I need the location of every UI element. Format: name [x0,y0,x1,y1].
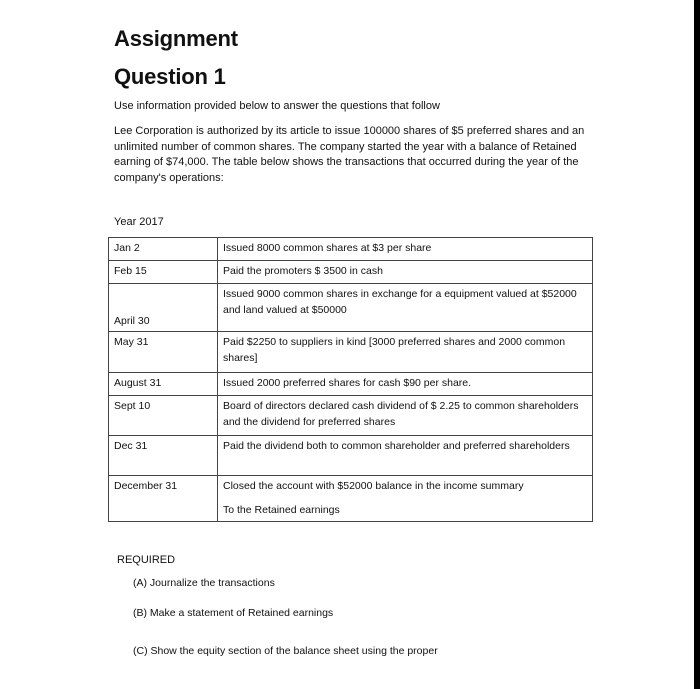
required-item-b: (B) Make a statement of Retained earnings [133,607,334,619]
transaction-description: Paid the promoters $ 3500 in cash [218,261,593,284]
transaction-date: Dec 31 [109,436,218,476]
table-row [109,238,593,261]
instruction-text: Use information provided below to answer the questions that follow [114,100,440,112]
table-row [109,476,593,522]
table-row [109,332,593,373]
question-heading: Question 1 [114,64,226,89]
transaction-date: Jan 2 [109,238,218,261]
scenario-paragraph: Lee Corporation is authorized by its article to issue 100000 shares of $5 preferred shares and an unlimited number of common shares. The company started the year with a balance of Retained earning of $74,000. The table below shows the transactions that occurred during the year of the company's operations: [114,125,585,184]
required-item-a: (A) Journalize the transactions [133,577,275,589]
transaction-date: May 31 [109,332,218,373]
transactions-table [108,237,593,522]
transaction-description: Issued 8000 common shares at $3 per share [218,238,593,261]
transaction-date: Feb 15 [109,261,218,284]
transaction-description: Paid $2250 to suppliers in kind [3000 preferred shares and 2000 common shares] [218,332,593,373]
table-row [109,436,593,476]
year-label: Year 2017 [114,216,164,228]
table-row [109,284,593,332]
page-edge-border [694,0,700,689]
transaction-description: Board of directors declared cash dividend of $ 2.25 to common shareholders and the dividend for preferred shares [218,396,593,436]
transaction-description-line: To the Retained earnings [223,503,340,516]
table-row [109,261,593,284]
transaction-date: August 31 [109,373,218,396]
transaction-description: Paid the dividend both to common shareholder and preferred shareholders [218,436,593,476]
transaction-description-line: Closed the account with $52000 balance in the income summary [223,480,524,492]
transaction-description: Issued 9000 common shares in exchange for a equipment valued at $52000 and land valued at $50000 [218,284,593,332]
transaction-description [218,476,593,522]
transaction-date: April 30 [109,284,218,332]
table-row [109,373,593,396]
required-item-c: (C) Show the equity section of the balance sheet using the proper [133,645,438,657]
table-row [109,396,593,436]
transaction-date: December 31 [109,476,218,522]
transaction-description: Issued 2000 preferred shares for cash $90 per share. [218,373,593,396]
assignment-heading: Assignment [114,26,238,51]
required-heading: REQUIRED [117,554,176,566]
transaction-date: Sept 10 [109,396,218,436]
